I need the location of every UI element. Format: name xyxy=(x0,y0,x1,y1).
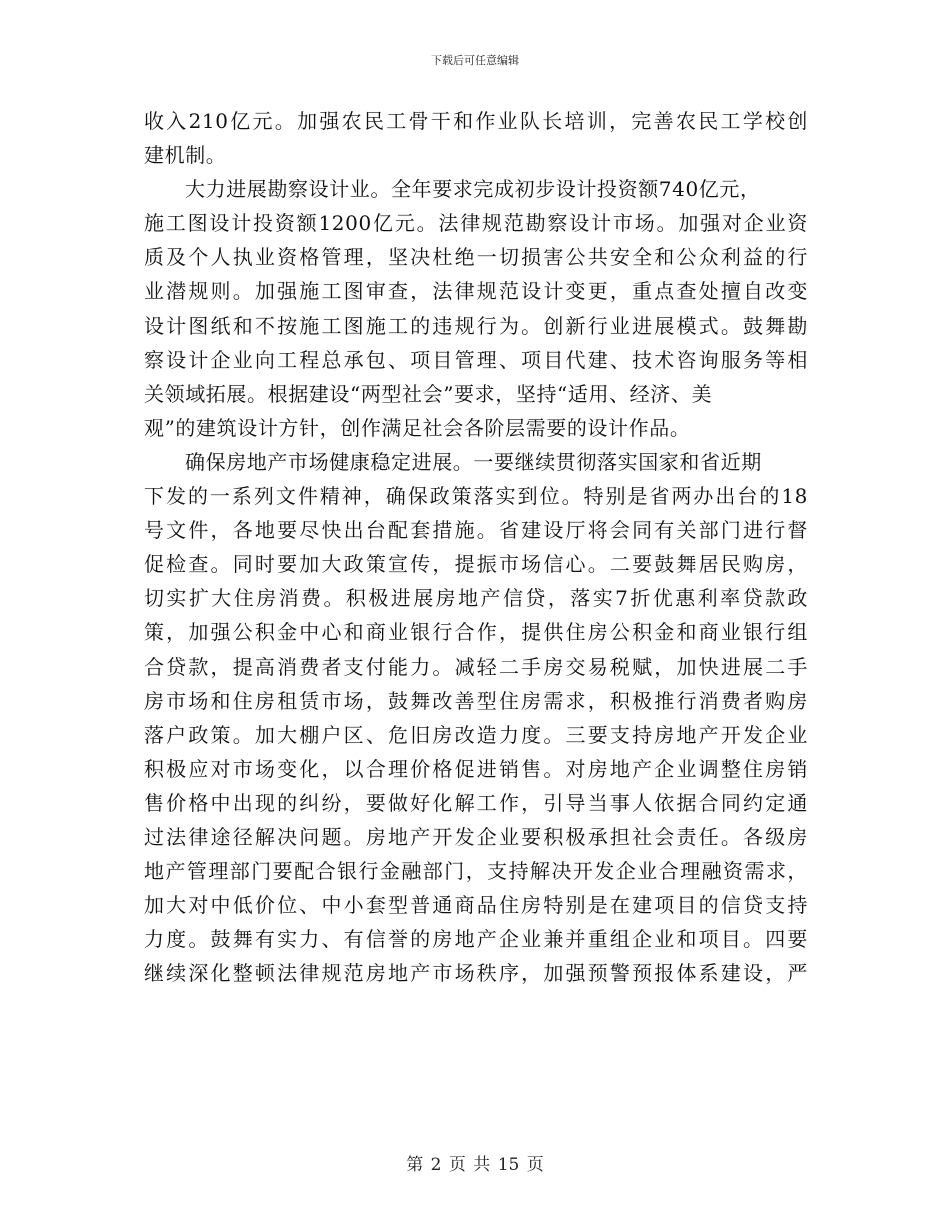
text-line: 积极应对市场变化，以合理价格促进销售。对房地产企业调整住房销 xyxy=(144,756,808,781)
text-line: 设计图纸和不按施工图施工的违规行为。创新行业进展模式。鼓舞勘 xyxy=(144,313,808,338)
text-line: 建机制。 xyxy=(144,143,227,168)
text-line: 关领域拓展。根据建设“两型社会”要求，坚持“适用、经济、美 xyxy=(144,381,713,406)
paragraph-start-line: 确保房地产市场健康稳定进展。一要继续贯彻落实国家和省近期 xyxy=(185,449,762,474)
text-line: 房市场和住房租赁市场，鼓舞改善型住房需求，积极推行消费者购房 xyxy=(144,688,808,713)
text-line: 继续深化整顿法律规范房地产市场秩序，加强预警预报体系建设，严 xyxy=(144,961,808,986)
paragraph-start-line: 大力进展勘察设计业。全年要求完成初步设计投资额740亿元， xyxy=(185,177,761,202)
text-line: 下发的一系列文件精神，确保政策落实到位。特别是省两办出台的18 xyxy=(144,484,808,509)
text-line: 策，加强公积金中心和商业银行合作，提供住房公积金和商业银行组 xyxy=(144,620,808,645)
text-line: 观”的建筑设计方针，创作满足社会各阶层需要的设计作品。 xyxy=(144,415,691,440)
page-header: 下载后可任意编辑 xyxy=(431,54,519,67)
text-line: 促检查。同时要加大政策宣传，提振市场信心。二要鼓舞居民购房， xyxy=(144,552,808,577)
text-line: 施工图设计投资额1200亿元。法律规范勘察设计市场。加强对企业资 xyxy=(144,211,808,236)
text-line: 落户政策。加大棚户区、危旧房改造力度。三要支持房地产开发企业 xyxy=(144,722,808,747)
text-line: 质及个人执业资格管理，坚决杜绝一切损害公共安全和公众利益的行 xyxy=(144,245,808,270)
text-line: 合贷款，提高消费者支付能力。减轻二手房交易税赋，加快进展二手 xyxy=(144,654,808,679)
text-line: 收入210亿元。加强农民工骨干和作业队长培训，完善农民工学校创 xyxy=(144,109,808,133)
text-line: 加大对中低价位、中小套型普通商品住房特别是在建项目的信贷支持 xyxy=(144,893,808,918)
text-line: 号文件，各地要尽快出台配套措施。省建设厅将会同有关部门进行督 xyxy=(144,518,808,543)
document-body xyxy=(144,104,808,990)
text-line: 察设计企业向工程总承包、项目管理、项目代建、技术咨询服务等相 xyxy=(144,347,808,372)
text-line: 售价格中出现的纠纷，要做好化解工作，引导当事人依据合同约定通 xyxy=(144,790,808,815)
text-line: 过法律途径解决问题。房地产开发企业要积极承担社会责任。各级房 xyxy=(144,824,808,849)
text-line: 业潜规则。加强施工图审查，法律规范设计变更，重点查处擅自改变 xyxy=(144,279,808,304)
text-line: 力度。鼓舞有实力、有信誉的房地产企业兼并重组企业和项目。四要 xyxy=(144,927,808,952)
text-line: 地产管理部门要配合银行金融部门，支持解决开发企业合理融资需求， xyxy=(144,859,808,884)
page-number-footer: 第 2 页 共 15 页 xyxy=(406,1155,544,1175)
text-line: 切实扩大住房消费。积极进展房地产信贷，落实7折优惠利率贷款政 xyxy=(144,586,808,611)
